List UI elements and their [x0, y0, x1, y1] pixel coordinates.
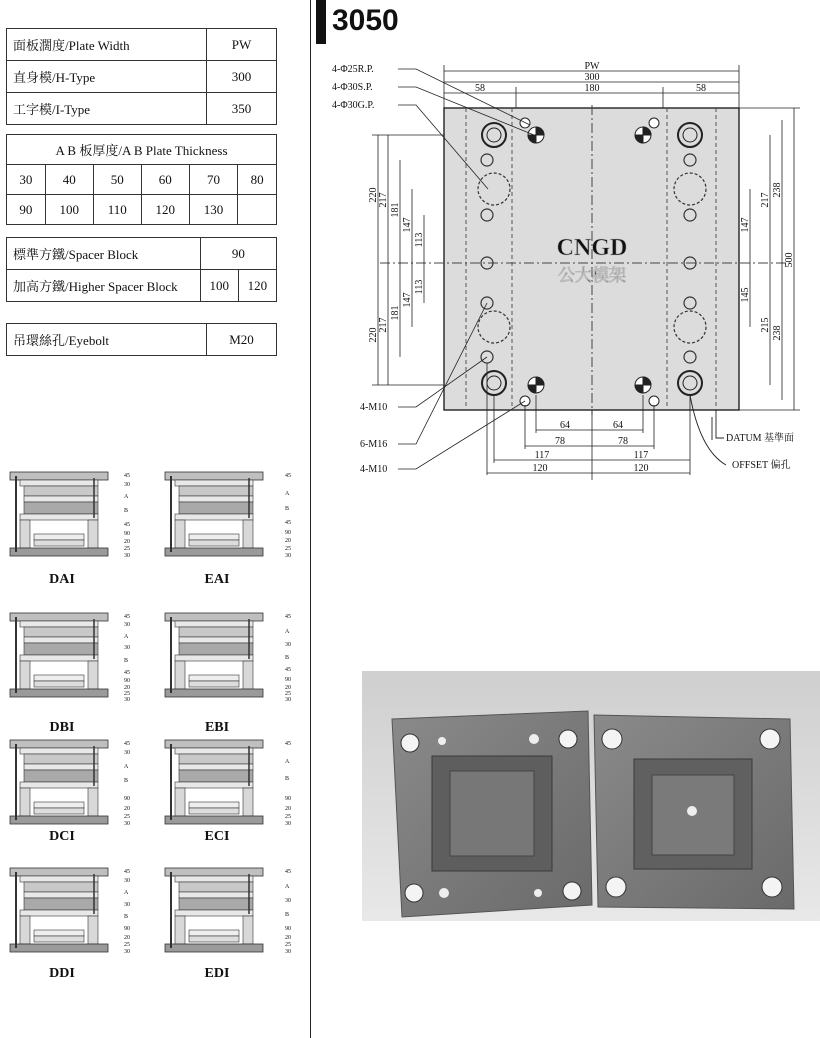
plate-width-label: 面板濶度/Plate Width — [7, 29, 207, 61]
svg-text:90: 90 — [285, 796, 291, 802]
svg-text:A: A — [285, 491, 290, 497]
svg-text:20: 20 — [285, 935, 291, 941]
svg-text:B: B — [285, 912, 290, 918]
svg-text:B: B — [285, 655, 290, 661]
thickness-cell: 60 — [141, 165, 189, 195]
spacer-block-table — [6, 237, 277, 302]
dim-bottom: 117 — [534, 450, 550, 461]
higher-spacer-value: 120 — [238, 270, 276, 302]
svg-text:45: 45 — [285, 741, 291, 747]
mini-diagram-ebi — [159, 611, 309, 736]
thickness-cell: 50 — [93, 165, 141, 195]
svg-text:20: 20 — [124, 935, 130, 941]
callout-gp: 4-Φ30G.P. — [332, 100, 375, 111]
offset-label: OFFSET 偏孔 — [732, 460, 791, 471]
higher-spacer-label: 加高方鐵/Higher Spacer Block — [7, 270, 201, 302]
eyebolt-table — [6, 323, 277, 356]
thickness-cell-empty — [238, 195, 277, 225]
dim-right: 500 — [784, 252, 795, 268]
svg-text:A: A — [124, 494, 129, 500]
svg-text:30: 30 — [285, 642, 291, 648]
svg-text:25: 25 — [124, 814, 130, 820]
thickness-cell: 80 — [238, 165, 277, 195]
table-row — [7, 324, 277, 356]
mini-label-edi: EDI — [204, 966, 230, 981]
table-row — [7, 135, 277, 165]
svg-text:25: 25 — [124, 691, 130, 697]
svg-text:90: 90 — [124, 531, 130, 537]
dim-bottom: 64 — [560, 420, 570, 431]
thickness-cell: 30 — [7, 165, 46, 195]
svg-text:25: 25 — [124, 546, 130, 552]
svg-text:20: 20 — [285, 685, 291, 691]
thickness-cell: 120 — [141, 195, 189, 225]
i-type-label: 工字模/I-Type — [7, 93, 207, 125]
table-row — [7, 93, 277, 125]
svg-text:90: 90 — [285, 926, 291, 932]
dim-left: 217 — [378, 317, 389, 333]
svg-text:45: 45 — [124, 522, 130, 528]
dim-bottom: 78 — [618, 436, 628, 447]
mini-label-ebi: EBI — [204, 720, 230, 735]
dim-300: 300 — [584, 72, 600, 83]
callout-m16: 6-M16 — [360, 439, 388, 450]
i-type-value: 350 — [207, 93, 277, 125]
dim-bottom: 120 — [633, 463, 649, 474]
svg-text:B: B — [285, 776, 290, 782]
dim-left: 113 — [414, 279, 425, 295]
svg-text:A: A — [124, 634, 129, 640]
dim-180: 180 — [584, 83, 600, 94]
h-type-label: 直身模/H-Type — [7, 61, 207, 93]
callout-m10-b: 4-M10 — [360, 464, 388, 475]
page-title: 3050 — [332, 4, 399, 37]
page-divider — [310, 0, 311, 1038]
svg-text:45: 45 — [124, 614, 130, 620]
table-row — [7, 238, 277, 270]
svg-text:30: 30 — [124, 622, 130, 628]
dim-58-right: 58 — [696, 83, 706, 94]
plate-width-table — [6, 28, 277, 125]
spacer-label: 標準方鐵/Spacer Block — [7, 238, 201, 270]
dim-pw: PW — [584, 61, 600, 72]
svg-text:30: 30 — [124, 645, 130, 651]
svg-text:90: 90 — [124, 678, 130, 684]
dim-bottom: 117 — [633, 450, 649, 461]
svg-text:45: 45 — [285, 614, 291, 620]
svg-text:20: 20 — [285, 806, 291, 812]
svg-text:45: 45 — [285, 473, 291, 479]
thickness-cell: 90 — [7, 195, 46, 225]
svg-text:25: 25 — [285, 546, 291, 552]
mini-label-dci: DCI — [49, 829, 75, 844]
spacer-value: 90 — [200, 238, 276, 270]
svg-text:25: 25 — [124, 942, 130, 948]
h-type-value: 300 — [207, 61, 277, 93]
svg-text:B: B — [124, 508, 129, 514]
dim-bottom: 120 — [532, 463, 548, 474]
svg-text:45: 45 — [285, 869, 291, 875]
svg-text:45: 45 — [124, 741, 130, 747]
svg-text:25: 25 — [285, 814, 291, 820]
svg-text:B: B — [124, 778, 129, 784]
thickness-cell: 100 — [45, 195, 93, 225]
svg-text:30: 30 — [124, 482, 130, 488]
ab-thickness-table — [6, 134, 277, 225]
thickness-cell: 70 — [189, 165, 237, 195]
dim-bottom: 78 — [555, 436, 565, 447]
svg-text:20: 20 — [124, 806, 130, 812]
higher-spacer-value: 100 — [200, 270, 238, 302]
svg-text:45: 45 — [124, 869, 130, 875]
svg-text:90: 90 — [285, 530, 291, 536]
svg-text:A: A — [285, 629, 290, 635]
dim-left: 217 — [378, 192, 389, 208]
dim-left: 147 — [402, 217, 413, 233]
svg-text:25: 25 — [285, 942, 291, 948]
table-row — [7, 29, 277, 61]
mini-label-eci: ECI — [204, 829, 230, 844]
svg-text:B: B — [124, 658, 129, 664]
eyebolt-value: M20 — [207, 324, 277, 356]
dim-right: 238 — [772, 182, 783, 198]
svg-text:30: 30 — [285, 821, 291, 827]
svg-text:30: 30 — [285, 949, 291, 955]
table-row — [7, 165, 277, 195]
svg-text:30: 30 — [124, 553, 130, 559]
svg-text:30: 30 — [124, 878, 130, 884]
table-row — [7, 270, 277, 302]
svg-text:30: 30 — [285, 553, 291, 559]
eyebolt-label: 吊環絲孔/Eyebolt — [7, 324, 207, 356]
dim-58-left: 58 — [475, 83, 485, 94]
thickness-cell: 40 — [45, 165, 93, 195]
dim-left: 181 — [390, 305, 401, 321]
ab-thickness-header: A B 板厚度/A B Plate Thickness — [7, 135, 277, 165]
watermark-text: 公大模架 — [558, 266, 626, 285]
callout-rp: 4-Φ25R.P. — [332, 64, 374, 75]
svg-text:30: 30 — [124, 750, 130, 756]
table-row — [7, 195, 277, 225]
mini-diagram-dbi — [4, 611, 154, 736]
dim-left: 147 — [402, 292, 413, 308]
svg-text:90: 90 — [124, 796, 130, 802]
svg-text:30: 30 — [285, 898, 291, 904]
svg-text:45: 45 — [285, 520, 291, 526]
svg-text:B: B — [124, 914, 129, 920]
callout-m10-a: 4-M10 — [360, 402, 388, 413]
dim-right: 217 — [760, 192, 771, 208]
svg-text:30: 30 — [124, 697, 130, 703]
dim-left: 113 — [414, 232, 425, 248]
mini-label-dai: DAI — [49, 572, 75, 587]
svg-text:30: 30 — [124, 821, 130, 827]
svg-text:90: 90 — [285, 677, 291, 683]
dim-left: 220 — [368, 187, 379, 203]
dim-right: 147 — [740, 217, 751, 233]
callout-sp: 4-Φ30S.P. — [332, 82, 373, 93]
mini-label-dbi: DBI — [49, 720, 75, 735]
svg-text:A: A — [124, 764, 129, 770]
svg-text:90: 90 — [124, 926, 130, 932]
dim-right: 215 — [760, 317, 771, 333]
dim-right: 238 — [772, 325, 783, 341]
thickness-cell: 110 — [93, 195, 141, 225]
svg-text:30: 30 — [124, 902, 130, 908]
datum-label: DATUM 基準面 — [726, 433, 795, 444]
svg-text:B: B — [285, 506, 290, 512]
svg-text:45: 45 — [285, 667, 291, 673]
svg-text:30: 30 — [285, 697, 291, 703]
svg-text:25: 25 — [285, 691, 291, 697]
table-row — [7, 61, 277, 93]
dim-bottom: 64 — [613, 420, 623, 431]
plate-drawing — [320, 55, 820, 495]
svg-text:A: A — [285, 884, 290, 890]
svg-text:20: 20 — [124, 539, 130, 545]
thickness-cell: 130 — [189, 195, 237, 225]
mold-plates-photo — [362, 671, 820, 921]
dim-left: 181 — [390, 202, 401, 218]
plate-width-value: PW — [207, 29, 277, 61]
svg-text:A: A — [124, 890, 129, 896]
watermark-logo: CNGD — [556, 235, 628, 261]
dim-right: 145 — [740, 287, 751, 303]
svg-text:20: 20 — [124, 685, 130, 691]
mini-label-eai: EAI — [204, 572, 230, 587]
mini-label-ddi: DDI — [49, 966, 75, 981]
svg-text:45: 45 — [124, 670, 130, 676]
svg-text:45: 45 — [124, 473, 130, 479]
title-marker — [316, 0, 326, 44]
svg-text:20: 20 — [285, 538, 291, 544]
dim-left: 220 — [368, 327, 379, 343]
svg-text:A: A — [285, 759, 290, 765]
svg-text:30: 30 — [124, 949, 130, 955]
